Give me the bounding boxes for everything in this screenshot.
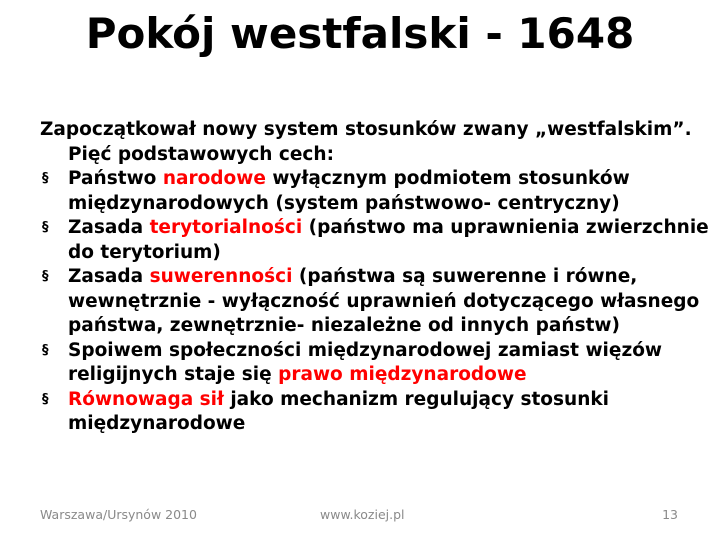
bullet-list	[40, 167, 712, 437]
bullet-text-post: (państwo ma uprawnienia zwierzchnie do terytorium)	[68, 217, 709, 263]
bullet-item-national-state	[40, 167, 712, 216]
bullet-item-international-law	[40, 339, 712, 388]
bullet-text-pre: Państwo	[68, 168, 163, 189]
bullet-marker-icon: §	[42, 220, 49, 235]
bullet-text-post: wyłącznym podmiotem stosunków międzynarodowych (system państwowo- centryczny)	[68, 168, 630, 214]
bullet-highlight: Równowaga sił	[68, 388, 224, 410]
bullet-highlight: terytorialności	[149, 217, 303, 238]
intro-text: Zapoczątkował nowy system stosunków zwany „westfalskim”. Pięć podstawowych cech:	[40, 119, 692, 165]
page-number: 13	[662, 507, 678, 522]
bullet-text-pre: Zasada	[68, 217, 150, 238]
bullet-marker-icon: §	[42, 391, 49, 407]
bullet-text-pre: Spoiwem społeczności międzynarodowej zamiast więzów religijnych staje się	[68, 339, 663, 385]
bullet-marker-icon: §	[42, 269, 49, 284]
footer-location-year: Warszawa/Ursynów 2010	[40, 507, 197, 522]
bullet-highlight: suwerenności	[149, 266, 293, 287]
bullet-text-post: (państwa są suwerenne i równe, wewnętrznie - wyłączność uprawnień dotyczącego własnego państwa, zewnętrznie- niezależne od innych państw)	[68, 266, 700, 336]
bullet-item-sovereignty	[40, 265, 712, 339]
bullet-highlight: prawo międzynarodowe	[278, 364, 527, 385]
bullet-marker-icon: §	[42, 171, 49, 186]
bullet-highlight: narodowe	[162, 168, 266, 189]
slide-body	[40, 118, 712, 437]
bullet-text-post: jako mechanizm regulujący stosunki międzynarodowe	[68, 388, 610, 434]
bullet-marker-icon: §	[42, 342, 49, 358]
bullet-item-balance-of-power	[40, 388, 712, 437]
slide-title: Pokój westfalski - 1648	[85, 9, 635, 58]
bullet-item-territoriality	[40, 216, 712, 265]
footer-website: www.koziej.pl	[320, 507, 405, 522]
bullet-text-pre: Zasada	[68, 266, 150, 287]
